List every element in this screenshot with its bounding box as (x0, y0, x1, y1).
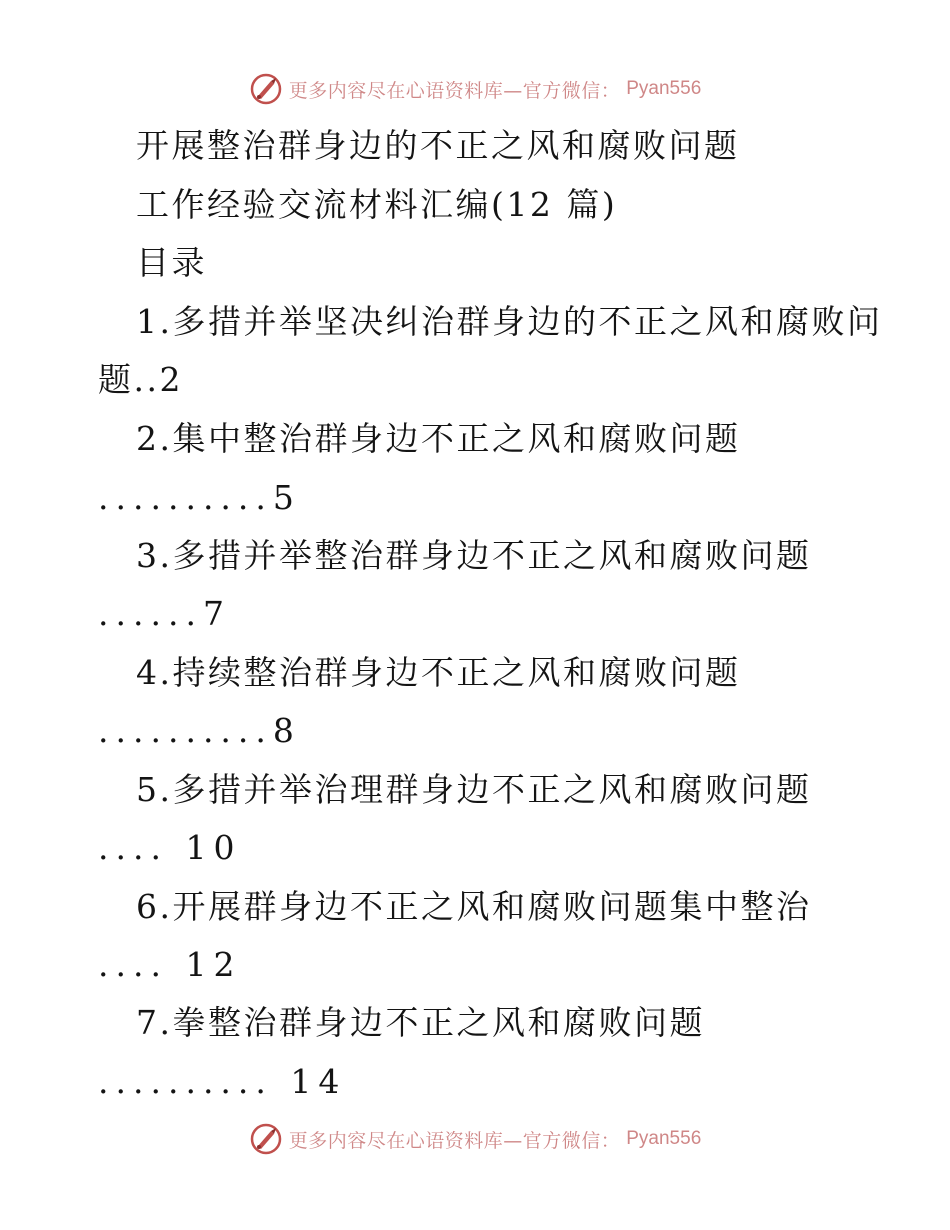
toc-item-2-leader: ..........5 (98, 478, 301, 517)
document-title-line-1: 开展整治群身边的不正之风和腐败问题 (136, 126, 740, 165)
watermark-text: 更多内容尽在心语资料库—官方微信： (288, 79, 621, 102)
toc-item-1-title: 1.多措并举坚决纠治群身边的不正之风和腐败问 (136, 302, 883, 341)
toc-item-4-leader: ..........8 (98, 711, 301, 750)
quill-pen-icon (249, 1122, 283, 1156)
toc-item-4-title: 4.持续整治群身边不正之风和腐败问题 (136, 653, 741, 692)
document-title-line-2: 工作经验交流材料汇编(12 篇) (136, 185, 618, 224)
watermark-wechat-id: Pyan556 (626, 78, 702, 99)
watermark-wechat-id: Pyan556 (626, 1128, 702, 1149)
toc-heading: 目录 (136, 243, 207, 282)
watermark-text: 更多内容尽在心语资料库—官方微信： (288, 1129, 621, 1152)
toc-item-3-title: 3.多措并举整治群身边不正之风和腐败问题 (136, 536, 812, 575)
toc-item-3-leader: ......7 (98, 594, 231, 633)
watermark-bottom (0, 1122, 950, 1156)
toc-item-2-title: 2.集中整治群身边不正之风和腐败问题 (136, 419, 741, 458)
toc-item-7-leader: .......... 14 (98, 1062, 347, 1101)
watermark-top (0, 72, 950, 106)
toc-item-6-title: 6.开展群身边不正之风和腐败问题集中整治 (136, 887, 812, 926)
toc-item-1-leader: 题..2 (98, 360, 183, 399)
toc-item-6-leader: .... 12 (98, 945, 242, 984)
toc-item-7-title: 7.拳整治群身边不正之风和腐败问题 (136, 1003, 705, 1042)
quill-pen-icon (249, 72, 283, 106)
toc-item-5-leader: .... 10 (98, 828, 242, 867)
toc-item-5-title: 5.多措并举治理群身边不正之风和腐败问题 (136, 770, 812, 809)
